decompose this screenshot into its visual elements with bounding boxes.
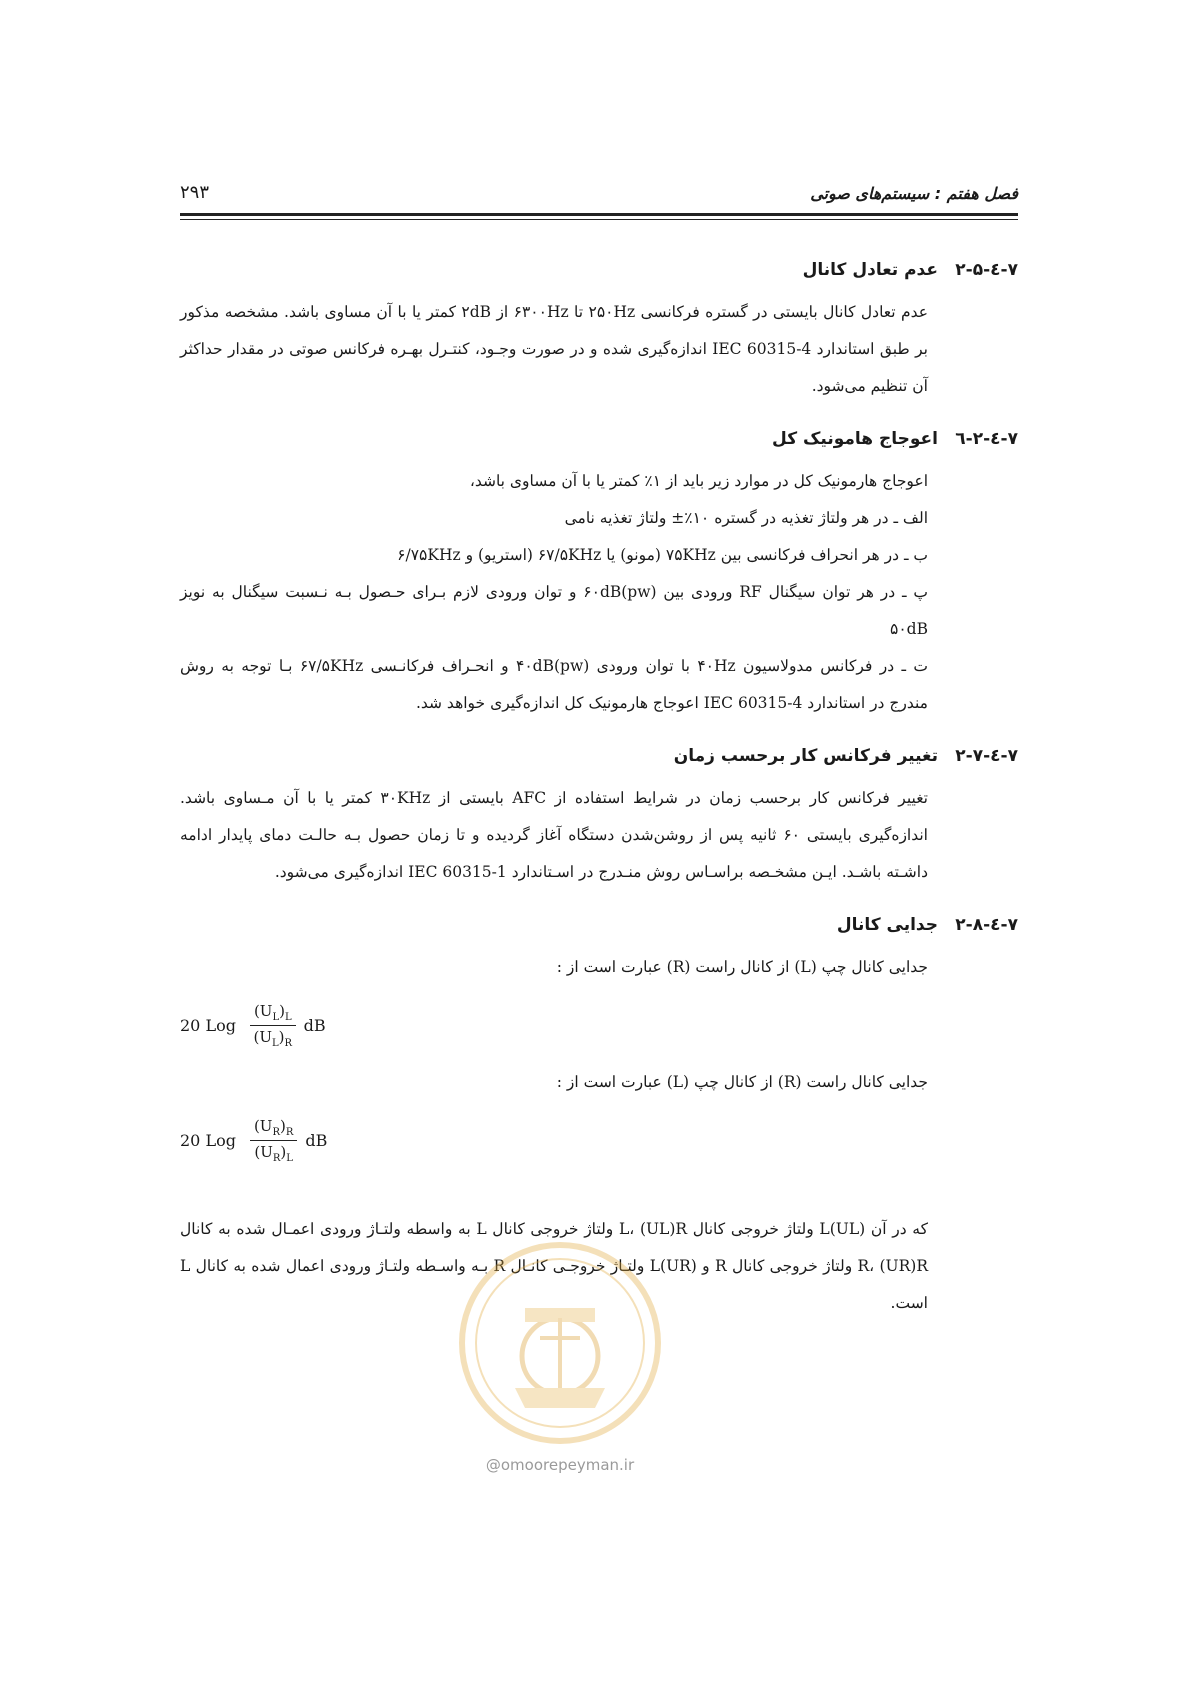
section-body: [180, 294, 1018, 405]
watermark-text: @omoorepeyman.ir: [485, 1456, 635, 1474]
section-heading: [180, 246, 1018, 294]
list-item-alef: الف ـ در هر ولتاژ تغذیه در گستره ۱۰٪± ولتاژ تغذیه نامی: [564, 509, 928, 527]
list-item-be: ب ـ در هر انحراف فرکانسی بین ۷۵KHz (مونو) یا ۶۷/۵KHz (استریو) و ۶/۷۵KHz: [397, 546, 928, 564]
header-rule-thin: [180, 219, 1018, 220]
section-title: اعوجاج هامونیک کل: [772, 429, 938, 449]
section-title: تغییر فرکانس کار برحسب زمان: [673, 746, 938, 766]
paragraph: تغییر فرکانس کار برحسب زمان در شرایط استفاده از AFC بایستی از ۳۰KHz کمتر یا با آن مـساوی باشد. اندازه‌گیری بایستی ۶۰ ثانیه پس از روشن‌شدن دستگاه آغاز گردیده و تا زمان حصول بـه حالـت دمای پایدار ادامه داشـته باشـد. ایـن مشخـصه براسـاس روش منـدرج در اسـتاندارد IEC 60315-1 اندازه‌گیری می‌شود.: [180, 789, 928, 881]
section-title: عدم تعادل کانال: [802, 260, 938, 280]
section-number: ۷-٤-۲-٦: [955, 429, 1018, 449]
fraction-denominator: $(U_R)_L$: [254, 1142, 293, 1164]
fraction-numerator: $(U_R)_R$: [250, 1117, 297, 1141]
section-body: [180, 780, 1018, 891]
paragraph-intro-right: جدایی کانال راست (R) از کانال چپ (L) عبارت است از :: [556, 1073, 928, 1091]
section-heading: [180, 732, 1018, 780]
fraction-denominator: $(U_L)_R$: [253, 1027, 293, 1049]
paragraph: عدم تعادل کانال بایستی در گستره فرکانسی ۲۵۰Hz تا ۶۳۰۰Hz از ۲dB کمتر یا با آن مساوی باشد. مشخصه مذکور بر طبق استاندارد IEC 60315-4 اندازه‌گیری شده و در صورت وجـود، کنتـرل بهـره فرکانس صوتی در مقدار حداکثر آن تنظیم می‌شود.: [180, 303, 928, 395]
page-header: [180, 180, 1018, 210]
section-body: [180, 1064, 1018, 1101]
page-content: [180, 236, 1018, 1322]
formula-right-separation: [180, 1109, 1018, 1171]
list-item-pe: پ ـ در هر توان سیگنال RF ورودی بین ۶۰dB(pw) و توان ورودی لازم بـرای حـصول بـه نـسبت سیگنال به نویز ۵۰dB: [180, 583, 928, 638]
section-title: جدایی کانال: [836, 915, 938, 935]
paragraph-closing: که در آن (UL)L ولتاژ خروجی کانال L، (UL)R ولتاژ خروجی کانال L به واسطه ولتـاژ ورودی اعمـال شده به کانال R، (UR)R ولتاژ خروجی کانال R و (UR)L ولتـاژ خروجـی کانـال R بـه واسـطه ولتـاژ ورودی اعمال شده به کانال L است.: [180, 1220, 929, 1312]
section-body: [180, 463, 1018, 722]
header-rule-thick: [180, 213, 1018, 216]
section-number: ۷-٤-۲-۷: [955, 746, 1018, 766]
section-heading: [180, 415, 1018, 463]
section-channel-imbalance: [180, 246, 1018, 405]
section-number: ۷-٤-۲-۵: [955, 260, 1018, 280]
paragraph-intro: اعوجاج هارمونیک کل در موارد زیر باید از ۱٪ کمتر یا با آن مساوی باشد،: [469, 472, 928, 490]
chapter-title: فصل هفتم : سیستم‌های صوتی: [810, 184, 1018, 203]
section-heading: [180, 901, 1018, 949]
formula-fraction: [250, 1002, 296, 1049]
paragraph-intro-left: جدایی کانال چپ (L) از کانال راست (R) عبارت است از :: [556, 958, 928, 976]
page-number: ۲۹۳: [180, 182, 210, 203]
formula-fraction: [250, 1117, 297, 1164]
section-body: [180, 949, 1018, 986]
watermark-seal-icon: [455, 1238, 665, 1448]
formula-left-separation: [180, 994, 1018, 1056]
list-item-te: ت ـ در فرکانس مدولاسیون ۴۰Hz با توان ورودی ۴۰dB(pw) و انحـراف فرکانـسی ۶۷/۵KHz بـا توجه به روش مندرج در استاندارد IEC 60315-4 اعوجاج هارمونیک کل اندازه‌گیری خواهد شد.: [180, 657, 929, 712]
formula-prefix: 20 Log: [180, 1015, 236, 1035]
formula-unit: dB: [303, 1015, 326, 1035]
section-total-harmonic-distortion: [180, 415, 1018, 722]
section-frequency-drift: [180, 732, 1018, 891]
formula-prefix: 20 Log: [180, 1130, 236, 1150]
formula-unit: dB: [305, 1130, 328, 1150]
fraction-numerator: $(U_L)_L$: [250, 1002, 296, 1026]
section-number: ۷-٤-۲-۸: [955, 915, 1018, 935]
